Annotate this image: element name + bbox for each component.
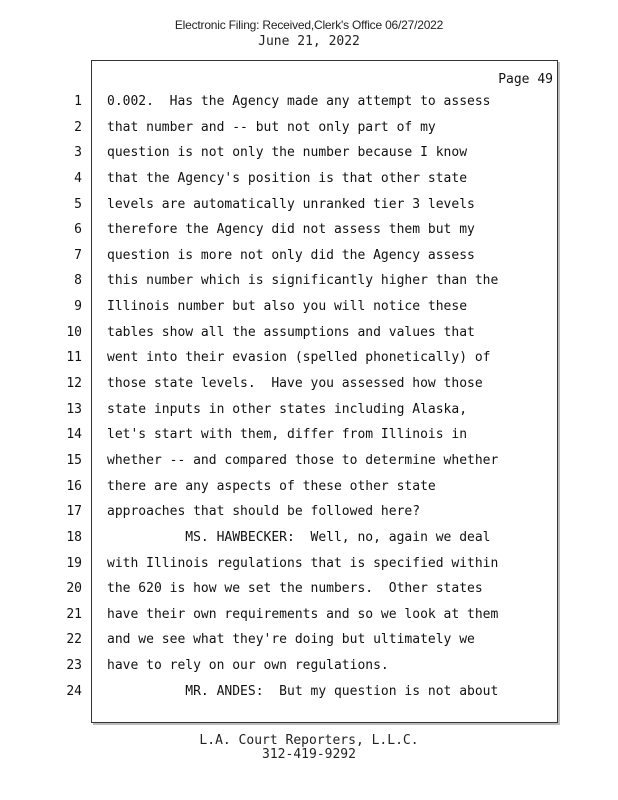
line-number: 16 (66, 478, 82, 494)
transcript-line: have their own requirements and so we look at them (107, 606, 499, 622)
page-number: Page 49 (498, 72, 553, 87)
line-number: 12 (66, 376, 82, 392)
line-number: 18 (66, 529, 82, 545)
transcript-line: there are any aspects of these other state (107, 478, 436, 494)
transcript-line: MS. HAWBECKER: Well, no, again we deal (107, 529, 491, 545)
transcript-line: and we see what they're doing but ultimately we (107, 632, 475, 648)
court-reporter-name: L.A. Court Reporters, L.L.C. (199, 733, 419, 748)
transcript-line: this number which is significantly higher than the (107, 273, 499, 289)
line-number: 4 (74, 170, 82, 186)
line-number: 20 (66, 581, 82, 597)
line-number: 2 (74, 119, 82, 135)
transcript-line: question is not only the number because I know (107, 145, 468, 161)
transcript-line: levels are automatically unranked tier 3 levels (107, 196, 475, 212)
line-number: 10 (66, 324, 82, 340)
transcript-line: whether -- and compared those to determine whether (107, 452, 499, 468)
line-number: 14 (66, 427, 82, 443)
transcript-line: that the Agency's position is that other state (107, 170, 468, 186)
transcript-line: therefore the Agency did not assess them but my (107, 222, 475, 238)
line-number: 6 (74, 222, 82, 238)
transcript-text (107, 94, 557, 709)
transcript-line: 0.002. Has the Agency made any attempt to assess (107, 94, 491, 109)
line-numbers-column (0, 94, 86, 709)
line-number: 11 (66, 350, 82, 366)
transcript-line: that number and -- but not only part of my (107, 119, 436, 135)
transcript-line: with Illinois regulations that is specified within (107, 555, 499, 571)
line-number: 23 (66, 658, 82, 674)
line-number: 22 (66, 632, 82, 648)
line-number: 3 (74, 145, 82, 161)
transcript-line: state inputs in other states including Alaska, (107, 401, 468, 417)
line-number: 24 (66, 683, 82, 699)
line-number: 7 (74, 247, 82, 263)
line-number: 13 (66, 401, 82, 417)
transcript-line: question is more not only did the Agency assess (107, 247, 475, 263)
transcript-line: went into their evasion (spelled phonetically) of (107, 350, 491, 366)
transcript-line: Illinois number but also you will notice these (107, 299, 468, 315)
transcript-line: MR. ANDES: But my question is not about (107, 683, 499, 699)
filing-stamp: Electronic Filing: Received,Clerk's Office 06/27/2022 (174, 18, 444, 32)
court-reporter-phone: 312-419-9292 (262, 747, 356, 762)
line-number: 5 (74, 196, 82, 212)
line-number: 15 (66, 452, 82, 468)
line-number: 17 (66, 504, 82, 520)
transcript-line: those state levels. Have you assessed how those (107, 376, 483, 392)
line-number: 21 (66, 606, 82, 622)
transcript-line: approaches that should be followed here? (107, 504, 421, 520)
transcript-line: tables show all the assumptions and values that (107, 324, 475, 340)
transcript-line: let's start with them, differ from Illinois in (107, 427, 468, 443)
line-number: 19 (66, 555, 82, 571)
line-number: 9 (74, 299, 82, 315)
line-number: 8 (74, 273, 82, 289)
hearing-date: June 21, 2022 (258, 34, 360, 49)
line-number: 1 (74, 94, 82, 109)
transcript-line: have to rely on our own regulations. (107, 658, 389, 674)
transcript-line: the 620 is how we set the numbers. Other states (107, 581, 483, 597)
